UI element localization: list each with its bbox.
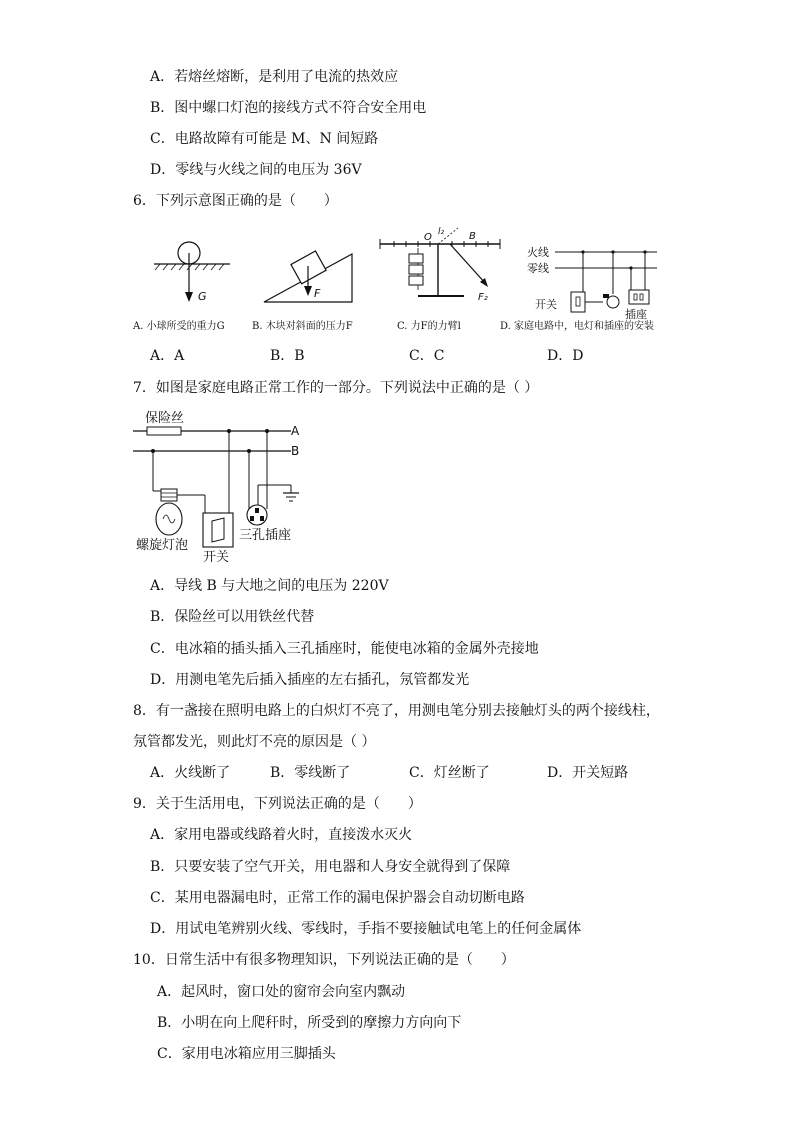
q9-option-d: D．用试电笔辨别火线、零线时，手指不要接触试电笔上的任何金属体 [150,921,582,937]
q9-option-c: C．某用电器漏电时，正常工作的漏电保护器会自动切断电路 [150,890,525,906]
q6-label-f2: F₂ [478,292,488,303]
q7-option-c: C．电冰箱的插头插入三孔插座时，能使电冰箱的金属外壳接地 [150,641,539,657]
q10-option-a: A．起风时，窗口处的窗帘会向室内飘动 [157,984,406,1000]
q7-label-socket: 三孔插座 [239,528,292,543]
q6-choice-d: D．D [547,348,584,364]
q7-option-a: A．导线 B 与大地之间的电压为 220V [150,578,389,594]
q6-choice-a: A．A [150,348,185,364]
q8-choice-b: B．零线断了 [270,765,351,781]
q6-label-f: F [314,287,321,300]
q8-choice-d: D．开关短路 [547,765,629,781]
q7-figure [133,405,323,565]
q7-label-switch: 开关 [203,550,230,565]
q6-caption-c: C. 力F的力臂l [397,321,461,332]
q5-option-b: B．图中螺口灯泡的接线方式不符合安全用电 [150,100,427,116]
q7-option-d: D．用测电笔先后插入插座的左右插孔，氖管都发光 [150,672,470,688]
q6-label-neutral: 零线 [527,262,549,275]
q10-option-c: C．家用电冰箱应用三脚插头 [157,1046,336,1062]
q7-label-a: A [291,424,300,438]
q6-figure-c [376,224,506,304]
q6-figure-b [262,240,362,310]
q8-stem-line2: 氖管都发光，则此灯不亮的原因是（ ） [133,734,376,750]
q8-choice-c: C．灯丝断了 [409,765,490,781]
q7-option-b: B．保险丝可以用铁丝代替 [150,609,315,625]
q6-caption-d: D. 家庭电路中，电灯和插座的安装 [500,321,655,332]
q10-stem: 10．日常生活中有很多物理知识，下列说法正确的是（ ） [133,952,515,968]
q6-stem: 6．下列示意图正确的是（ ） [133,193,338,209]
q8-choice-a: A．火线断了 [150,765,231,781]
q7-label-b: B [291,444,300,458]
q7-label-bulb: 螺旋灯泡 [136,538,189,553]
q6-figure-d [527,240,667,320]
q8-stem-line1: 8．有一盏接在照明电路上的白炽灯不亮了，用测电笔分别去接触灯头的两个接线柱， [133,703,660,719]
q7-label-fuse: 保险丝 [145,411,185,426]
q6-label-live: 火线 [527,246,549,259]
q6-label-b: B [469,231,476,242]
q9-stem: 9．关于生活用电，下列说法正确的是（ ） [133,796,422,812]
q7-stem: 7．如图是家庭电路正常工作的一部分。下列说法中正确的是（ ） [133,380,539,396]
q6-label-socket: 插座 [625,308,647,321]
q10-option-b: B．小明在向上爬秆时，所受到的摩擦力方向向下 [157,1015,462,1031]
q6-label-g: G [198,290,207,303]
q9-option-b: B．只要安装了空气开关，用电器和人身安全就得到了保障 [150,859,511,875]
q5-option-a: A．若熔丝熔断，是利用了电流的热效应 [150,69,399,85]
q6-figure-a [152,236,262,326]
q9-option-a: A．家用电器或线路着火时，直接泼水灭火 [150,827,413,843]
q6-caption-b: B. 木块对斜面的压力F [252,321,353,332]
q6-label-o: O [424,232,432,243]
q6-label-l2: l₂ [438,227,445,237]
q6-choice-b: B．B [270,348,305,364]
q5-option-d: D．零线与火线之间的电压为 36V [150,162,362,178]
q6-choice-c: C．C [409,348,445,364]
q6-label-switch: 开关 [535,298,557,311]
q6-caption-a: A. 小球所受的重力G [133,321,225,332]
q5-option-c: C．电路故障有可能是 M、N 间短路 [150,131,379,147]
